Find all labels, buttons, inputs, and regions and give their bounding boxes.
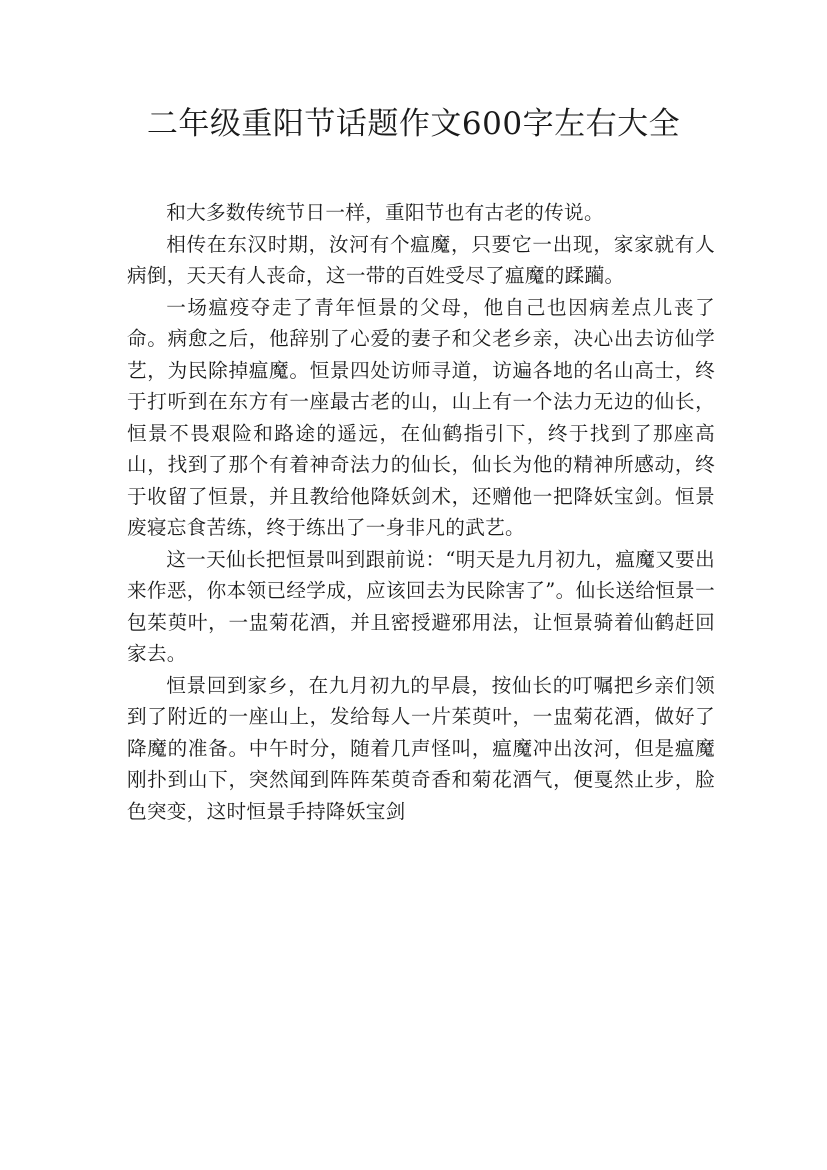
- document-title: 二年级重阳节话题作文600字左右大全: [146, 106, 681, 142]
- paragraph: 一场瘟疫夺走了青年恒景的父母，他自己也因病差点儿丧了命。病愈之后，他辞别了心爱的妻子和父老乡亲，决心出去访仙学艺，为民除掉瘟魔。恒景四处访师寻道，访遍各地的名山高士，终于打听到在东方有一座最古老的山，山上有一个法力无边的仙长，恒景不畏艰险和路途的遥远，在仙鹤指引下，终于找到了那座高山，找到了那个有着神奇法力的仙长，仙长为他的精神所感动，终于收留了恒景，并且教给他降妖剑术，还赠他一把降妖宝剑。恒景废寝忘食苦练，终于练出了一身非凡的武艺。: [127, 295, 715, 539]
- paragraph: 这一天仙长把恒景叫到跟前说：“明天是九月初九，瘟魔又要出来作恶，你本领已经学成，应该回去为民除害了”。仙长送给恒景一包茱萸叶，一盅菊花酒，并且密授避邪用法，让恒景骑着仙鹤赶回家去。: [127, 547, 715, 665]
- document-body: [127, 197, 715, 827]
- paragraph: 恒景回到家乡，在九月初九的早晨，按仙长的叮嘱把乡亲们领到了附近的一座山上，发给每人一片茱萸叶，一盅菊花酒，做好了降魔的准备。中午时分，随着几声怪叫，瘟魔冲出汝河，但是瘟魔刚扑到山下，突然闻到阵阵茱萸奇香和菊花酒气，便戛然止步，脸色突变，这时恒景手持降妖宝剑: [127, 673, 715, 823]
- paragraph: 相传在东汉时期，汝河有个瘟魔，只要它一出现，家家就有人病倒，天天有人丧命，这一带的百姓受尽了瘟魔的蹂躏。: [127, 232, 715, 287]
- paragraph: 和大多数传统节日一样，重阳节也有古老的传说。: [166, 201, 604, 224]
